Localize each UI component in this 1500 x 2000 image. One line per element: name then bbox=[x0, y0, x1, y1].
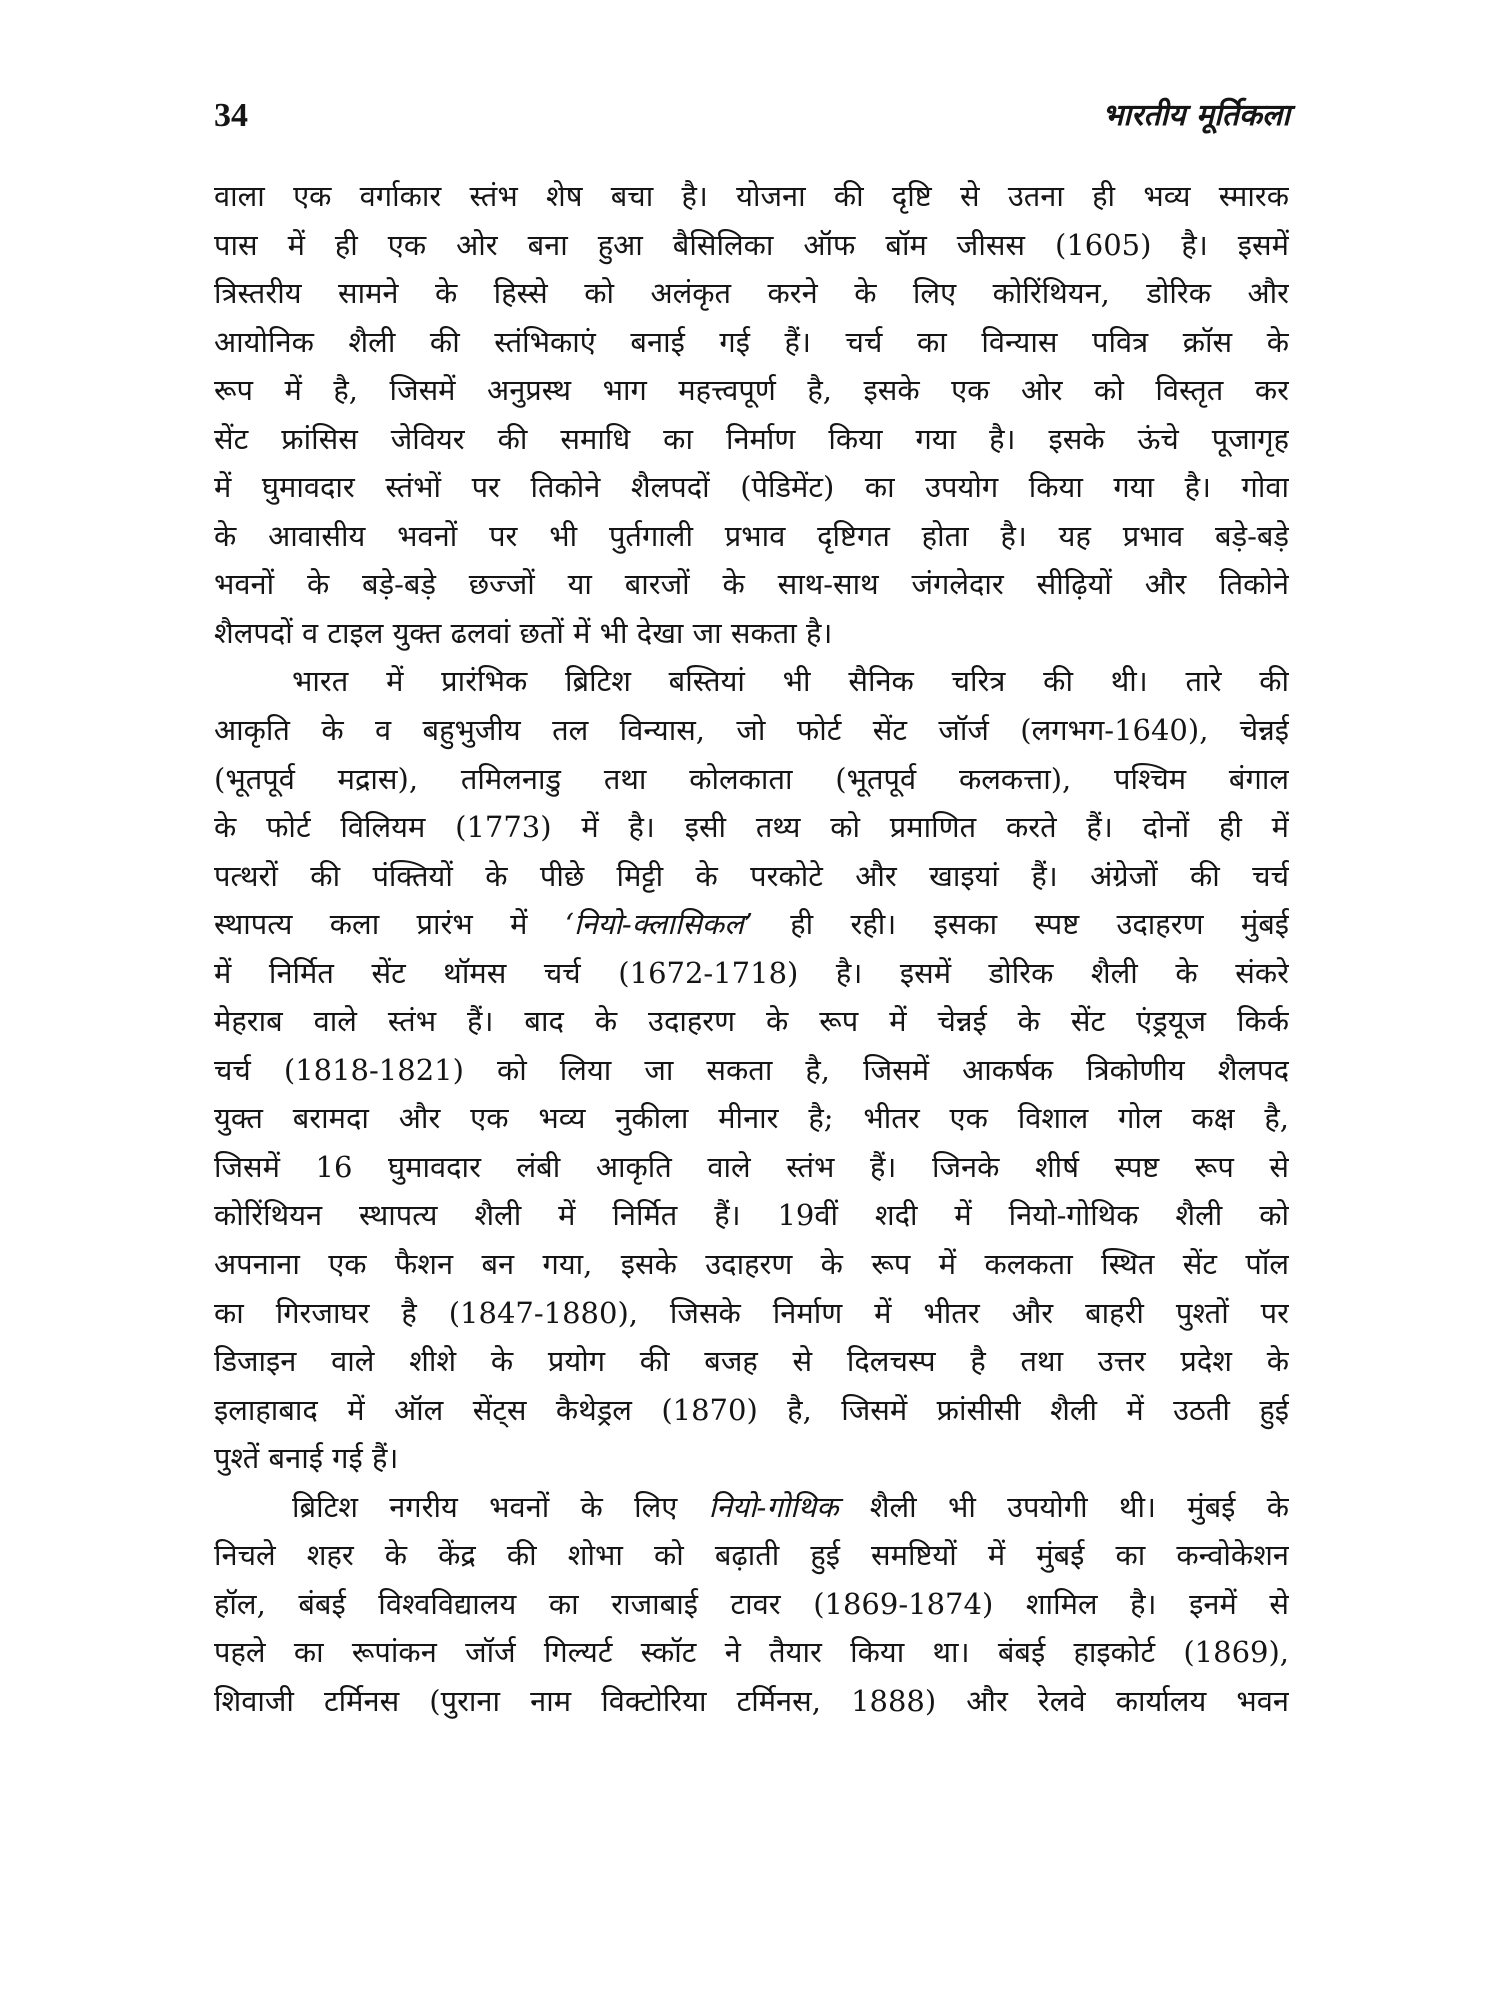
text-line: मेहराब वाले स्तंभ हैं। बाद के उदाहरण के रूप में चेन्नई के सेंट एंड्रयूज किर्क bbox=[214, 1004, 1289, 1039]
body-text bbox=[214, 172, 1289, 1726]
text-line: अपनाना एक फैशन बन गया, इसके उदाहरण के रूप में कलकता स्थित सेंट पॉल bbox=[214, 1247, 1289, 1282]
page-number: 34 bbox=[214, 97, 248, 134]
text-line: वाला एक वर्गाकार स्तंभ शेष बचा है। योजना की दृष्टि से उतना ही भव्य स्मारक bbox=[214, 179, 1289, 213]
text-line: पहले का रूपांकन जॉर्ज गिल्यर्ट स्कॉट ने तैयार किया था। बंबई हाइकोर्ट (1869), bbox=[214, 1635, 1289, 1670]
text-line: के आवासीय भवनों पर भी पुर्तगाली प्रभाव दृष्टिगत होता है। यह प्रभाव बड़े-बड़े bbox=[214, 518, 1289, 553]
text-line: पुश्तें बनाई गई हैं। bbox=[214, 1441, 399, 1476]
running-title: भारतीय मूर्तिकला bbox=[1102, 98, 1290, 133]
italic-term: नियो-गोथिक bbox=[708, 1489, 839, 1524]
text-line: आयोनिक शैली की स्तंभिकाएं बनाई गई हैं। चर्च का विन्यास पवित्र क्रॉस के bbox=[214, 324, 1289, 359]
text-line: का गिरजाघर है (1847-1880), जिसके निर्माण में भीतर और बाहरी पुश्तों पर bbox=[214, 1295, 1289, 1330]
text-line: शिवाजी टर्मिनस (पुराना नाम विक्टोरिया टर्मिनस, 1888) और रेलवे कार्यालय भवन bbox=[214, 1683, 1289, 1718]
text-line: भवनों के बड़े-बड़े छज्जों या बारजों के साथ-साथ जंगलेदार सीढ़ियों और तिकोने bbox=[214, 567, 1289, 602]
text-line: हॉल, बंबई विश्वविद्यालय का राजाबाई टावर (1869-1874) शामिल है। इनमें से bbox=[214, 1586, 1289, 1621]
text-line: सेंट फ्रांसिस जेवियर की समाधि का निर्माण किया गया है। इसके ऊंचे पूजागृह bbox=[214, 421, 1289, 456]
text-line: स्थापत्य कला प्रारंभ में ‘नियो-क्लासिकल’ ही रही। इसका स्पष्ट उदाहरण मुंबई bbox=[214, 907, 1289, 942]
text-line: त्रिस्तरीय सामने के हिस्से को अलंकृत करने के लिए कोरिंथियन, डोरिक और bbox=[214, 276, 1289, 311]
text-line: में घुमावदार स्तंभों पर तिकोने शैलपदों (पेडिमेंट) का उपयोग किया गया है। गोवा bbox=[214, 470, 1289, 505]
text-line: (भूतपूर्व मद्रास), तमिलनाडु तथा कोलकाता (भूतपूर्व कलकत्ता), पश्चिम बंगाल bbox=[214, 761, 1289, 796]
text-line: ब्रिटिश नगरीय भवनों के लिए नियो-गोथिक शैली भी उपयोगी थी। मुंबई के bbox=[292, 1489, 1289, 1524]
text-line: में निर्मित सेंट थॉमस चर्च (1672-1718) है। इसमें डोरिक शैली के संकरे bbox=[214, 955, 1289, 990]
text-line: चर्च (1818-1821) को लिया जा सकता है, जिसमें आकर्षक त्रिकोणीय शैलपद bbox=[214, 1052, 1289, 1087]
text-line: भारत में प्रारंभिक ब्रिटिश बस्तियां भी सैनिक चरित्र की थी। तारे की bbox=[292, 664, 1289, 699]
text-line: रूप में है, जिसमें अनुप्रस्थ भाग महत्त्वपूर्ण है, इसके एक ओर को विस्तृत कर bbox=[214, 373, 1289, 408]
text-line: पास में ही एक ओर बना हुआ बैसिलिका ऑफ बॉम जीसस (1605) है। इसमें bbox=[214, 227, 1289, 262]
text-line: आकृति के व बहुभुजीय तल विन्यास, जो फोर्ट सेंट जॉर्ज (लगभग-1640), चेन्नई bbox=[214, 713, 1289, 748]
text-line: के फोर्ट विलियम (1773) में है। इसी तथ्य को प्रमाणित करते हैं। दोनों ही में bbox=[214, 810, 1289, 845]
text-line: कोरिंथियन स्थापत्य शैली में निर्मित हैं। 19वीं शदी में नियो-गोथिक शैली को bbox=[214, 1198, 1289, 1233]
text-line: डिजाइन वाले शीशे के प्रयोग की बजह से दिलचस्प है तथा उत्तर प्रदेश के bbox=[214, 1344, 1289, 1379]
text-line: शैलपदों व टाइल युक्त ढलवां छतों में भी देखा जा सकता है। bbox=[214, 615, 833, 650]
italic-term: ‘नियो-क्लासिकल’ bbox=[564, 907, 753, 942]
text-line: जिसमें 16 घुमावदार लंबी आकृति वाले स्तंभ हैं। जिनके शीर्ष स्पष्ट रूप से bbox=[214, 1149, 1289, 1184]
text-line: निचले शहर के केंद्र की शोभा को बढ़ाती हुई समष्टियों में मुंबई का कन्वोकेशन bbox=[214, 1538, 1289, 1573]
text-line: इलाहाबाद में ऑल सेंट्स कैथेड्रल (1870) है, जिसमें फ्रांसीसी शैली में उठती हुई bbox=[214, 1392, 1289, 1427]
text-line: युक्त बरामदा और एक भव्य नुकीला मीनार है; भीतर एक विशाल गोल कक्ष है, bbox=[214, 1101, 1289, 1136]
text-line: पत्थरों की पंक्तियों के पीछे मिट्टी के परकोटे और खाइयां हैं। अंग्रेजों की चर्च bbox=[214, 858, 1289, 893]
